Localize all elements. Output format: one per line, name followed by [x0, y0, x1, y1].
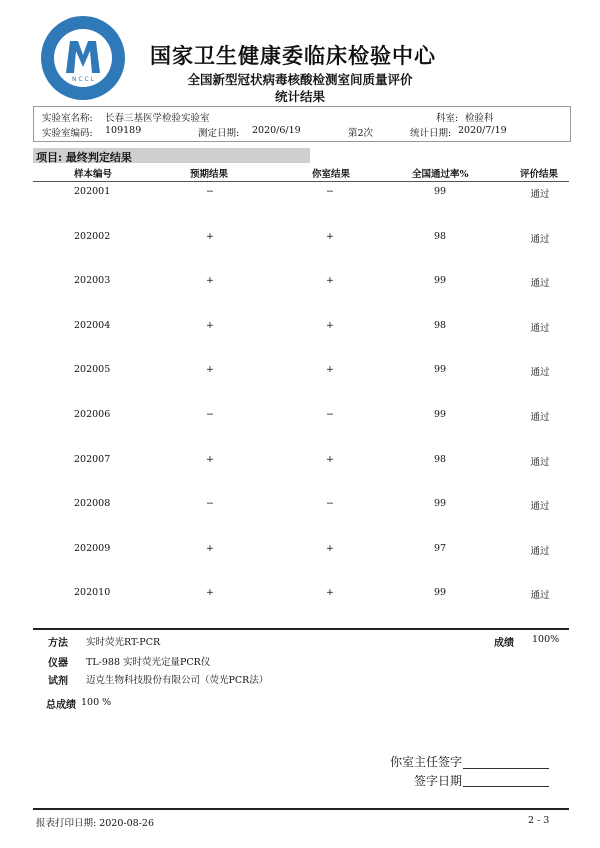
evaluation-cell: 通过: [530, 322, 550, 334]
your-result-cell: +: [326, 587, 334, 599]
sample-id-cell: 202006: [74, 409, 111, 420]
your-result-cell: +: [326, 453, 334, 465]
lab-code-value: 109189: [105, 125, 142, 136]
sample-id-cell: 202004: [74, 319, 111, 331]
lab-name-label: 实验室名称:: [42, 113, 93, 124]
evaluation-cell: 通过: [530, 233, 550, 245]
expected-result-cell: +: [206, 364, 214, 376]
stat-date-value: 2020/7/19: [458, 125, 507, 136]
header-evaluation: 评价结果: [520, 169, 559, 180]
print-date: 报表打印日期: 2020-08-26: [36, 818, 154, 829]
your-result-cell: −: [326, 186, 334, 197]
director-signature-line: [463, 768, 549, 769]
test-date-value: 2020/6/19: [252, 125, 301, 136]
header-expected: 预期结果: [190, 169, 229, 180]
page-title: 国家卫生健康委临床检验中心: [150, 44, 436, 68]
sample-id-cell: 202007: [74, 453, 111, 465]
header-your-result: 你室结果: [312, 169, 351, 180]
your-result-cell: +: [326, 319, 334, 331]
sample-id-cell: 202008: [74, 498, 111, 510]
evaluation-cell: 通过: [530, 456, 550, 468]
stat-date-label: 统计日期:: [410, 128, 452, 139]
dept-value: 检验科: [465, 113, 494, 124]
your-result-cell: +: [326, 364, 334, 376]
round-label: 第2次: [348, 128, 374, 139]
method-label: 方法: [48, 638, 68, 649]
lab-code-label: 实验室编码:: [42, 128, 93, 139]
sign-date-line: [463, 786, 549, 787]
evaluation-cell: 通过: [530, 590, 550, 602]
evaluation-cell: 通过: [530, 189, 550, 200]
sample-id-cell: 202010: [74, 587, 111, 599]
director-signature-label: 你室主任签字: [390, 755, 463, 769]
lab-name-value: 长春三基医学检验实验室: [105, 113, 210, 124]
page-number: 2 - 3: [528, 815, 550, 826]
pass-rate-cell: 99: [433, 498, 447, 510]
score-value: 100%: [532, 634, 560, 645]
sample-id-cell: 202009: [74, 542, 111, 554]
your-result-cell: +: [326, 542, 334, 554]
evaluation-cell: 通过: [530, 545, 550, 557]
total-score-label: 总成绩: [46, 700, 76, 711]
expected-result-cell: −: [206, 186, 214, 197]
sign-date-label: 签字日期: [414, 774, 463, 788]
your-result-cell: −: [326, 409, 334, 420]
evaluation-cell: 通过: [530, 501, 550, 513]
expected-result-cell: +: [206, 542, 214, 554]
pass-rate-cell: 99: [433, 587, 447, 599]
sample-id-cell: 202002: [74, 230, 111, 242]
footer-divider: [33, 628, 569, 630]
evaluation-cell: 通过: [530, 412, 550, 423]
pass-rate-cell: 98: [433, 319, 447, 331]
page-subtitle: 全国新型冠状病毒核酸检测室间质量评价: [187, 72, 413, 87]
expected-result-cell: +: [206, 587, 214, 599]
logo-abbr: N C C L: [72, 76, 94, 83]
header-sample-id: 样本编号: [74, 169, 113, 180]
method-value: 实时荧光RT-PCR: [86, 637, 161, 648]
score-label: 成绩: [494, 638, 514, 649]
sample-id-cell: 202001: [74, 186, 111, 197]
your-result-cell: −: [326, 498, 334, 510]
expected-result-cell: −: [206, 409, 214, 420]
pass-rate-cell: 97: [433, 542, 447, 554]
pass-rate-cell: 99: [433, 186, 447, 197]
instrument-label: 仪器: [48, 658, 68, 669]
pass-rate-cell: 98: [433, 453, 447, 465]
expected-result-cell: +: [206, 319, 214, 331]
pass-rate-cell: 99: [433, 275, 447, 287]
sample-id-cell: 202003: [74, 275, 111, 287]
pass-rate-cell: 99: [433, 409, 447, 420]
page-subtitle-2: 统计结果: [274, 89, 325, 104]
header-divider: [33, 181, 569, 182]
evaluation-cell: 通过: [530, 367, 550, 379]
sample-id-cell: 202005: [74, 364, 111, 376]
header-pass-rate: 全国通过率%: [412, 169, 469, 180]
reagent-label: 试剂: [48, 676, 68, 687]
your-result-cell: +: [326, 275, 334, 287]
expected-result-cell: −: [206, 498, 214, 510]
project-title: 项目: 最终判定结果: [36, 151, 132, 164]
instrument-value: TL-988 实时荧光定量PCR仪: [86, 657, 211, 668]
your-result-cell: +: [326, 230, 334, 242]
evaluation-cell: 通过: [530, 278, 550, 290]
total-score-value: 100 %: [81, 697, 112, 708]
expected-result-cell: +: [206, 230, 214, 242]
expected-result-cell: +: [206, 275, 214, 287]
reagent-value: 迈克生物科技股份有限公司（荧光PCR法）: [86, 675, 269, 686]
test-date-label: 测定日期:: [198, 128, 240, 139]
expected-result-cell: +: [206, 453, 214, 465]
bottom-divider: [33, 808, 569, 810]
pass-rate-cell: 98: [433, 230, 447, 242]
dept-label: 科室:: [436, 113, 459, 124]
pass-rate-cell: 99: [433, 364, 447, 376]
